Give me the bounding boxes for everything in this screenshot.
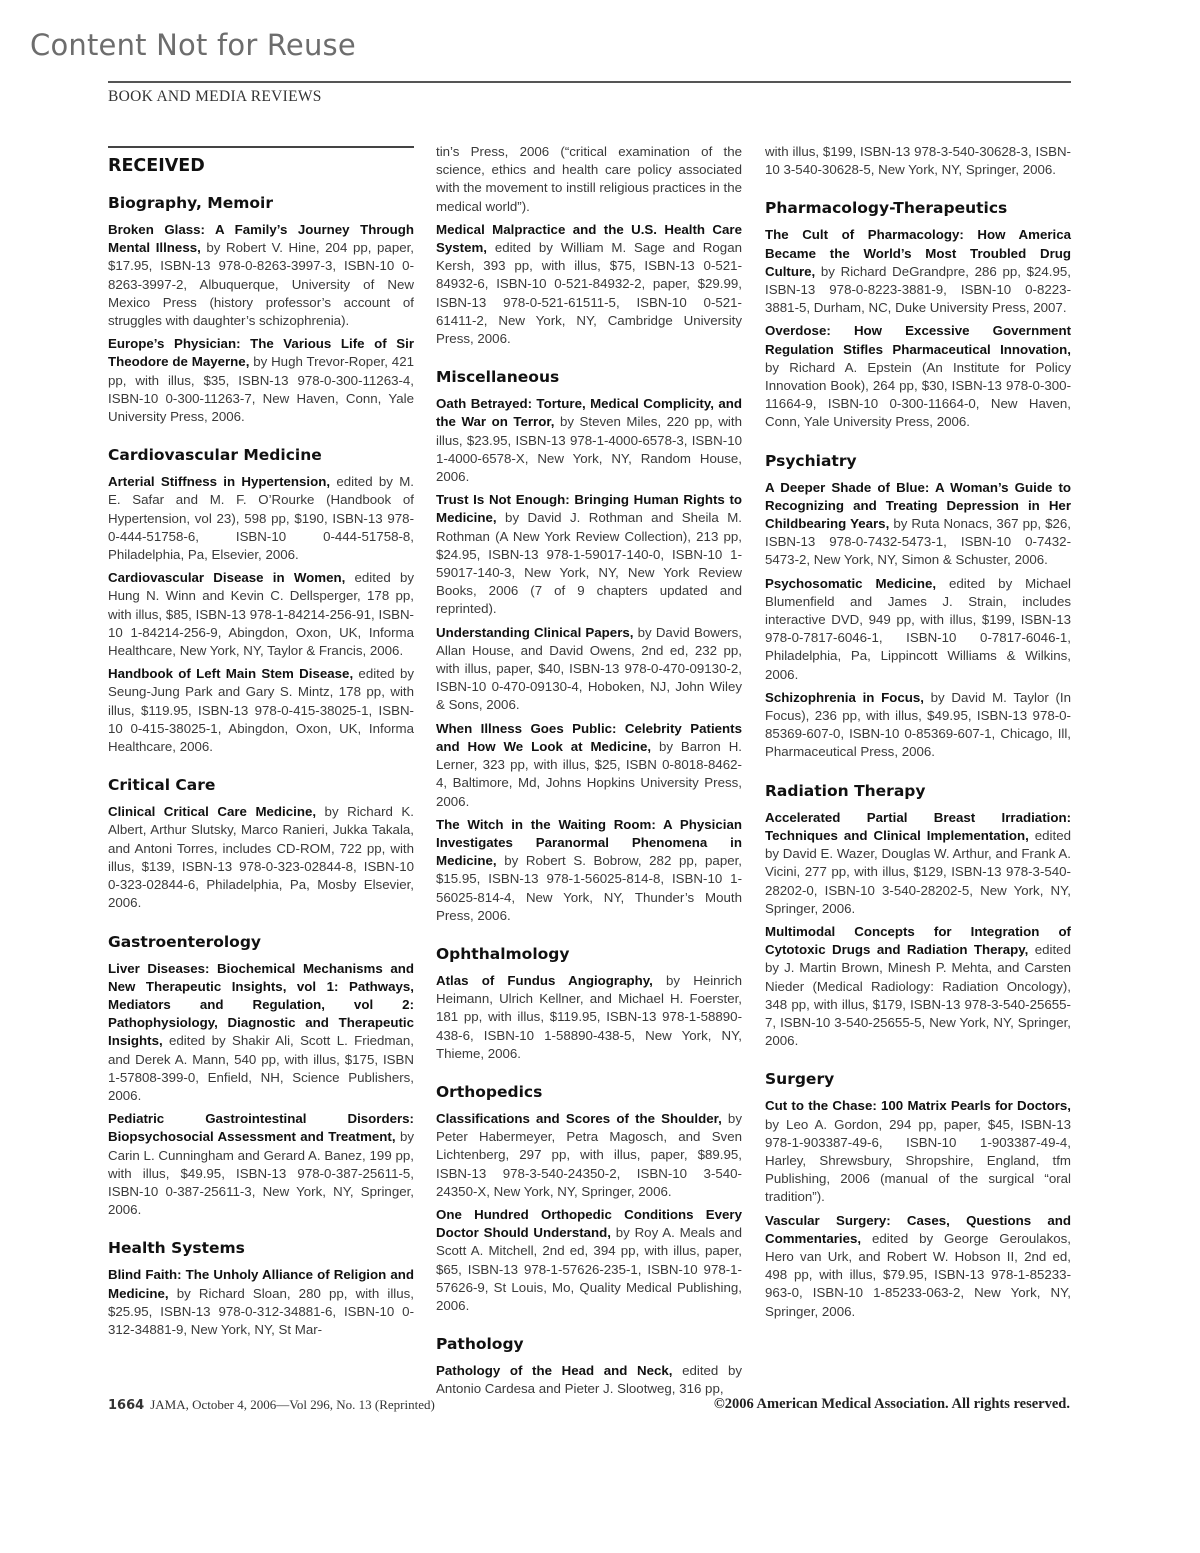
- book-details: by Heinrich Heimann, Ulrich Kellner, and Michael H. Foerster, 181 pp, with illus, $119.95, ISBN-13 978-1-58890-438-6, ISBN-10 1-58890-438-5, New York, NY, Thieme, 2006.: [436, 972, 742, 1061]
- column-2: [436, 143, 742, 1404]
- book-details: by Richard Sloan, 280 pp, with illus, $25.95, ISBN-13 978-0-312-34881-6, ISBN-10 0-312-34881-9, New York, NY, St Mar-: [108, 1285, 414, 1337]
- book-details: by Leo A. Gordon, 294 pp, paper, $45, ISBN-13 978-1-903387-49-6, ISBN-10 1-903387-49-4, Harley, Shrewsbury, Shropshire, England, tfm Publishing, 2006 (manual of the surgical “oral tradition”).: [765, 1116, 1071, 1205]
- book-title: Atlas of Fundus Angiography,: [436, 972, 653, 988]
- book-entry: [108, 960, 414, 1106]
- book-entry: [436, 720, 742, 811]
- book-title: Cardiovascular Disease in Women,: [108, 570, 346, 586]
- book-title: Classifications and Scores of the Shoulder,: [436, 1110, 722, 1126]
- book-entry: [108, 569, 414, 660]
- book-details: by Ruta Nonacs, 367 pp, $26, ISBN-13 978-0-7432-5473-1, ISBN-10 0-7432-5473-2, New York, NY, Simon & Schuster, 2006.: [765, 516, 1072, 568]
- copyright-notice: ©2006 American Medical Association. All rights reserved.: [713, 1396, 1070, 1412]
- book-title: The Cult of Pharmacology: How America Became the World’s Most Troubled Drug Culture,: [765, 227, 1071, 279]
- book-title: A Deeper Shade of Blue: A Woman’s Guide to Recognizing and Treating Depression in Her Childbearing Years,: [765, 479, 1071, 532]
- book-details: edited by Hung N. Winn and Kevin C. Dellsperger, 178 pp, with illus, $85, ISBN-13 978-1-84214-256-91, ISBN-10 1-84214-256-9, Abingdon, Oxon, UK, Informa Healthcare, New York, NY, Taylor & Francis, 2006.: [108, 570, 415, 659]
- book-details: by Richard K. Albert, Arthur Slutsky, Marco Ranieri, Jukka Takala, and Antoni Torres, includes CD-ROM, 722 pp, with illus, $139, ISBN-13 978-0-323-02844-8, ISBN-10 0-323-02844-6, Philadelphia, Pa, Mosby Elsevier, 2006.: [108, 804, 414, 911]
- book-entry: [436, 816, 742, 925]
- book-entry: [765, 1212, 1071, 1321]
- received-heading: RECEIVED: [108, 156, 205, 176]
- journal-citation: JAMA, October 4, 2006—Vol 296, No. 13 (Reprinted): [150, 1397, 435, 1412]
- book-entry-continued: [436, 143, 742, 216]
- book-details: edited by David E. Wazer, Douglas W. Arthur, and Frank A. Vicini, 277 pp, with illus, $129, ISBN-13 978-3-540-28202-0, ISBN-10 3-540-28202-5, New York, NY, Springer, 2006.: [765, 827, 1071, 916]
- book-title: Vascular Surgery: Cases, Questions and Commentaries,: [765, 1212, 1071, 1246]
- book-entry: [436, 1206, 742, 1315]
- book-entry: [436, 395, 742, 486]
- book-details: by David Bowers, Allan House, and David Owens, 2nd ed, 232 pp, with illus, paper, $40, ISBN-13 978-0-470-09130-2, ISBN-10 0-470-09130-4, Hoboken, NJ, John Wiley & Sons, 2006.: [436, 624, 743, 713]
- book-entry: [765, 226, 1071, 317]
- category-heading: Gastroenterology: [108, 932, 262, 951]
- book-details: by Hugh Trevor-Roper, 421 pp, with illus, $35, ISBN-13 978-0-300-11263-4, ISBN-10 0-300-11263-7, New Haven, Conn, Yale University Press, 2006.: [108, 354, 414, 425]
- page-number: 1664: [108, 1398, 145, 1413]
- book-entry: [436, 221, 742, 348]
- book-details: by Richard A. Epstein (An Institute for Policy Innovation Book), 264 pp, $30, ISBN-13 978-0-300-11664-9, ISBN-10 0-300-11664-0, New Haven, Conn, Yale University Press, 2006.: [765, 359, 1071, 430]
- book-entry: [436, 1110, 742, 1201]
- book-details: edited by J. Martin Brown, Minesh P. Mehta, and Carsten Nieder (Medical Radiology: Radiation Oncology), 348 pp, with illus, $179, ISBN-13 978-3-540-25655-7, ISBN-10 3-540-25655-5, New York, NY, Springer, 2006.: [765, 942, 1071, 1049]
- category-heading: Pharmacology-Therapeutics: [765, 199, 1008, 218]
- category-heading: Critical Care: [108, 776, 216, 795]
- book-title: Broken Glass: A Family’s Journey Through Mental Illness,: [108, 222, 414, 256]
- book-entry: [765, 1097, 1071, 1206]
- book-title: Overdose: How Excessive Government Regulation Stifles Pharmaceutical Innovation,: [765, 323, 1071, 357]
- category-heading: Orthopedics: [436, 1082, 543, 1101]
- book-details: edited by George Geroulakos, Hero van Urk, and Robert W. Hobson II, 2nd ed, 498 pp, with illus, $79.95, ISBN-13 978-1-85233-963-0, ISBN-10 1-85233-063-2, New York, NY, Springer, 2006.: [765, 1230, 1071, 1319]
- book-title: When Illness Goes Public: Celebrity Patients and How We Look at Medicine,: [436, 720, 742, 754]
- book-details: by Carin L. Cunningham and Gerard A. Banez, 199 pp, with illus, $49.95, ISBN-13 978-0-387-25611-5, ISBN-10 0-387-25611-3, New York, NY, Springer, 2006.: [108, 1129, 414, 1218]
- book-details: edited by Seung-Jung Park and Gary S. Mintz, 178 pp, with illus, $119.95, ISBN-13 978-0-415-38025-1, ISBN-10 0-415-38025-1, Abingdon, Oxon, UK, Informa Healthcare, 2006.: [108, 666, 414, 755]
- book-entry: [436, 491, 742, 618]
- book-title: Liver Diseases: Biochemical Mechanisms and New Therapeutic Insights, vol 1: Pathways, Mediators and Regulation, vol 2: Pathophysiology, Diagnostic and Therapeutic Insights,: [108, 960, 414, 1049]
- book-details: by David J. Rothman and Sheila M. Rothman (A New York Review Collection), 213 pp, $24.95, ISBN-13 978-1-59017-140-0, ISBN-10 1-59017-140-3, New York, NY, New York Review Books, 2006 (7 of 9 chapters updated and reprinted).: [436, 510, 742, 617]
- category-heading: Ophthalmology: [436, 944, 570, 963]
- category-heading: Pathology: [436, 1335, 524, 1354]
- section-header: BOOK AND MEDIA REVIEWS: [108, 88, 322, 105]
- book-title: Cut to the Chase: 100 Matrix Pearls for Doctors,: [765, 1098, 1071, 1114]
- category-heading: Surgery: [765, 1070, 835, 1089]
- book-details: edited by Michael Blumenfield and James J. Strain, includes interactive DVD, 949 pp, with illus, $199, ISBN-13 978-0-7817-6046-1, ISBN-10 0-7817-6046-1, Philadelphia, Pa, Lippincott Williams & Wilkins, 2006.: [765, 575, 1071, 682]
- book-title: Pathology of the Head and Neck,: [436, 1363, 673, 1379]
- book-title: One Hundred Orthopedic Conditions Every Doctor Should Understand,: [436, 1206, 742, 1241]
- book-title: Schizophrenia in Focus,: [765, 689, 924, 705]
- book-title: Trust Is Not Enough: Bringing Human Rights to Medicine,: [436, 492, 742, 526]
- book-details: by Roy A. Meals and Scott A. Mitchell, 2nd ed, 394 pp, with illus, paper, $65, ISBN-13 978-1-57626-235-1, ISBN-10 978-1-57626-9, St Louis, Mo, Quality Medical Publishing, 2006.: [436, 1225, 742, 1313]
- category-heading: Psychiatry: [765, 451, 857, 470]
- column-3: [765, 143, 1071, 1326]
- book-details: with illus, $199, ISBN-13 978-3-540-30628-3, ISBN-10 3-540-30628-5, New York, NY, Springer, 2006.: [765, 144, 1071, 178]
- category-heading: Biography, Memoir: [108, 194, 273, 212]
- received-rule: [108, 146, 414, 148]
- book-title: Clinical Critical Care Medicine,: [108, 804, 317, 820]
- book-details: by Robert V. Hine, 204 pp, paper, $17.95, ISBN-13 978-0-8263-3997-3, ISBN-10 0-8263-3997-2, Albuquerque, University of New Mexico Press (history professor’s account of struggles with daughter’s schizophrenia).: [108, 240, 415, 329]
- book-details: by Peter Habermeyer, Petra Magosch, and Sven Lichtenberg, 297 pp, with illus, paper, $89.95, ISBN-13 978-3-540-24350-2, ISBN-10 3-540-24350-X, New York, NY, Springer, 2006.: [436, 1110, 742, 1199]
- book-entry: [765, 923, 1071, 1050]
- book-entry: [108, 665, 414, 756]
- book-entry: [108, 1110, 414, 1219]
- watermark: Content Not for Reuse: [30, 28, 356, 62]
- book-title: Blind Faith: The Unholy Alliance of Religion and Medicine,: [108, 1267, 414, 1301]
- book-details: by Steven Miles, 220 pp, with illus, $23.95, ISBN-13 978-1-4000-6578-3, ISBN-10 1-4000-6578-X, New York, NY, Random House, 2006.: [436, 414, 742, 485]
- book-entry: [108, 335, 414, 426]
- book-details: edited by William M. Sage and Rogan Kersh, 393 pp, with illus, $75, ISBN-13 0-521-84932-6, ISBN-10 0-521-84932-2, paper, $29.99, ISBN-13 978-0-521-61511-5, ISBN-10 0-521-61411-2, New York, NY, Cambridge University Press, 2006.: [436, 240, 742, 347]
- book-entry: [765, 575, 1071, 684]
- book-details: tin’s Press, 2006 (“critical examination of the science, ethics and health care policy associated with the movement to instill religious practices in the medical world”).: [436, 144, 742, 214]
- book-entry: [108, 473, 414, 564]
- book-details: edited by Shakir Ali, Scott L. Friedman, and Derek A. Mann, 540 pp, with illus, $175, ISBN 1-57808-399-0, Enfield, NH, Science Publishers, 2006.: [108, 1033, 414, 1103]
- category-heading: Radiation Therapy: [765, 781, 926, 800]
- top-rule: [108, 81, 1071, 83]
- book-title: Europe’s Physician: The Various Life of Sir Theodore de Mayerne,: [108, 336, 414, 370]
- book-title: The Witch in the Waiting Room: A Physician Investigates Paranormal Phenomena in Medicine,: [436, 816, 742, 869]
- book-entry-continued: [765, 143, 1071, 179]
- book-entry: [108, 803, 414, 912]
- book-details: by David M. Taylor (In Focus), 236 pp, with illus, $49.95, ISBN-13 978-0-85369-607-0, ISBN-10 0-85369-607-1, Chicago, Ill, Pharmaceutical Press, 2006.: [765, 689, 1072, 760]
- book-title: Understanding Clinical Papers,: [436, 624, 634, 640]
- book-title: Accelerated Partial Breast Irradiation: Techniques and Clinical Implementation,: [765, 809, 1071, 843]
- book-entry: [108, 221, 414, 330]
- book-title: Arterial Stiffness in Hypertension,: [108, 474, 331, 490]
- book-entry: [436, 972, 742, 1063]
- book-entry: [765, 479, 1071, 570]
- category-heading: Miscellaneous: [436, 368, 560, 387]
- book-details: by Barron H. Lerner, 323 pp, with illus, $25, ISBN 0-8018-8462-4, Baltimore, Md, Johns Hopkins University Press, 2006.: [436, 738, 742, 809]
- book-entry: [765, 322, 1071, 431]
- book-details: edited by Antonio Cardesa and Pieter J. Slootweg, 316 pp,: [436, 1363, 742, 1397]
- category-heading: Health Systems: [108, 1239, 245, 1258]
- book-entry: [765, 809, 1071, 918]
- book-title: Pediatric Gastrointestinal Disorders: Biopsychosocial Assessment and Treatment,: [108, 1111, 414, 1145]
- page-footer: [108, 1397, 435, 1413]
- book-details: edited by M. E. Safar and M. F. O’Rourke (Handbook of Hypertension, vol 23), 598 pp, $190, ISBN-13 978-0-444-51758-6, ISBN-10 0-444-51758-8, Philadelphia, Pa, Elsevier, 2006.: [108, 474, 414, 563]
- book-title: Psychosomatic Medicine,: [765, 575, 937, 591]
- book-entry: [436, 1362, 742, 1398]
- book-details: by Richard DeGrandpre, 286 pp, $24.95, ISBN-13 978-0-8223-3881-9, ISBN-10 0-8223-3881-5, Durham, NC, Duke University Press, 2007.: [765, 263, 1071, 316]
- book-entry: [765, 689, 1071, 762]
- book-title: Medical Malpractice and the U.S. Health Care System,: [436, 221, 742, 256]
- column-1: [108, 143, 414, 1344]
- category-heading: Cardiovascular Medicine: [108, 446, 322, 465]
- book-title: Oath Betrayed: Torture, Medical Complicity, and the War on Terror,: [436, 396, 742, 430]
- book-details: by Robert S. Bobrow, 282 pp, paper, $15.95, ISBN-13 978-1-56025-814-8, ISBN-10 1-56025-814-4, New York, NY, Thunder’s Mouth Press, 2006.: [436, 853, 742, 923]
- book-title: Handbook of Left Main Stem Disease,: [108, 666, 354, 682]
- book-title: Multimodal Concepts for Integration of Cytotoxic Drugs and Radiation Therapy,: [765, 923, 1071, 958]
- book-entry: [436, 624, 742, 715]
- book-entry: [108, 1266, 414, 1339]
